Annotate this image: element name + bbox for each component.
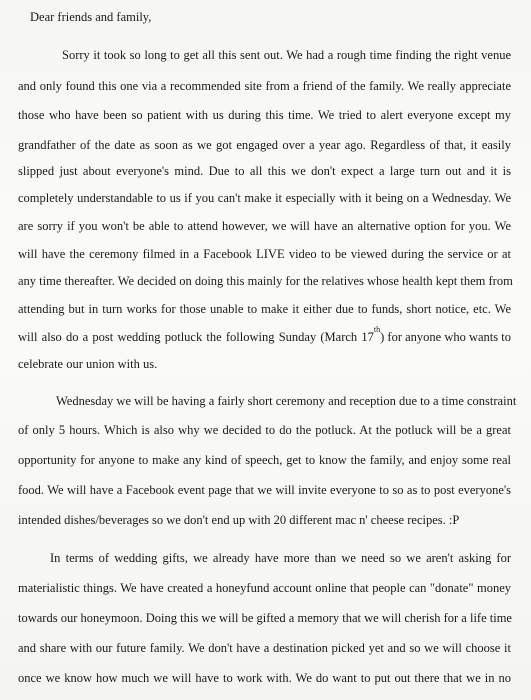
- paragraph-1-line-6: completely understandable to us if you can't make it especially with it being on a Wednesday. We: [18, 191, 511, 205]
- paragraph-3-line-1: In terms of wedding gifts, we already have more than we need so we aren't asking for: [50, 551, 511, 565]
- paragraph-1-line-12: celebrate our union with us.: [18, 357, 158, 371]
- paragraph-2-line-1: Wednesday we will be having a fairly short ceremony and reception due to a time constraint: [56, 394, 517, 408]
- paragraph-1-line-9: any time thereafter. We decided on doing this mainly for the relatives whose health kept them from: [18, 274, 513, 288]
- paragraph-3-line-2: materialistic things. We have created a honeyfund account online that people can "donate" money: [18, 581, 511, 595]
- paragraph-3-line-5: once we know how much we will have to work with. We do want to put out there that we in no: [18, 671, 511, 685]
- paragraph-2-line-3: opportunity for anyone to make any kind of speech, get to know the family, and enjoy some real: [18, 453, 511, 467]
- paragraph-2-line-5: intended dishes/beverages so we don't end up with 20 different mac n' cheese recipes. :P: [18, 513, 460, 527]
- paragraph-1-line-11-main: will also do a post wedding potluck the following Sunday (March 17: [18, 330, 374, 344]
- paragraph-1-line-7: are sorry if you won't be able to attend however, we will have an alternative option for you. We: [18, 219, 511, 233]
- paragraph-1-line-11-tail: ) for anyone who wants to: [380, 330, 511, 344]
- paragraph-1-line-10: attending but in turn works for those unable to make it either due to funds, short notice, etc. We: [18, 302, 511, 316]
- paragraph-2-line-4: food. We will have a Facebook event page that we will invite everyone to so as to post everyone's: [18, 483, 511, 497]
- paragraph-1-line-11: [18, 325, 511, 345]
- paragraph-1-line-5: slipped just about everyone's mind. Due to all this we don't expect a large turn out and it is: [18, 164, 511, 178]
- paragraph-1-line-2: and only found this one via a recommended site from a friend of the family. We really appreciate: [18, 79, 511, 93]
- paragraph-1-line-1: Sorry it took so long to get all this sent out. We had a rough time finding the right venue: [62, 48, 511, 62]
- ordinal-suffix: th: [373, 325, 381, 334]
- paragraph-1-line-3: those who have been so patient with us during this time. We tried to alert everyone except my: [18, 108, 511, 122]
- paragraph-1-line-4: grandfather of the date as soon as we got engaged over a year ago. Regardless of that, it easily: [18, 138, 511, 152]
- letter-greeting: Dear friends and family,: [30, 10, 152, 24]
- paragraph-1-line-8: will have the ceremony filmed in a Facebook LIVE video to be viewed during the service or at: [18, 247, 511, 261]
- paragraph-3-line-3: towards our honeymoon. Doing this we will be gifted a memory that we will cherish for a life time: [18, 611, 512, 625]
- paragraph-3-line-4: and share with our future family. We don't have a destination picked yet and so we will choose it: [18, 641, 511, 655]
- paragraph-2-line-2: of only 5 hours. Which is also why we decided to do the potluck. At the potluck will be a great: [18, 423, 511, 437]
